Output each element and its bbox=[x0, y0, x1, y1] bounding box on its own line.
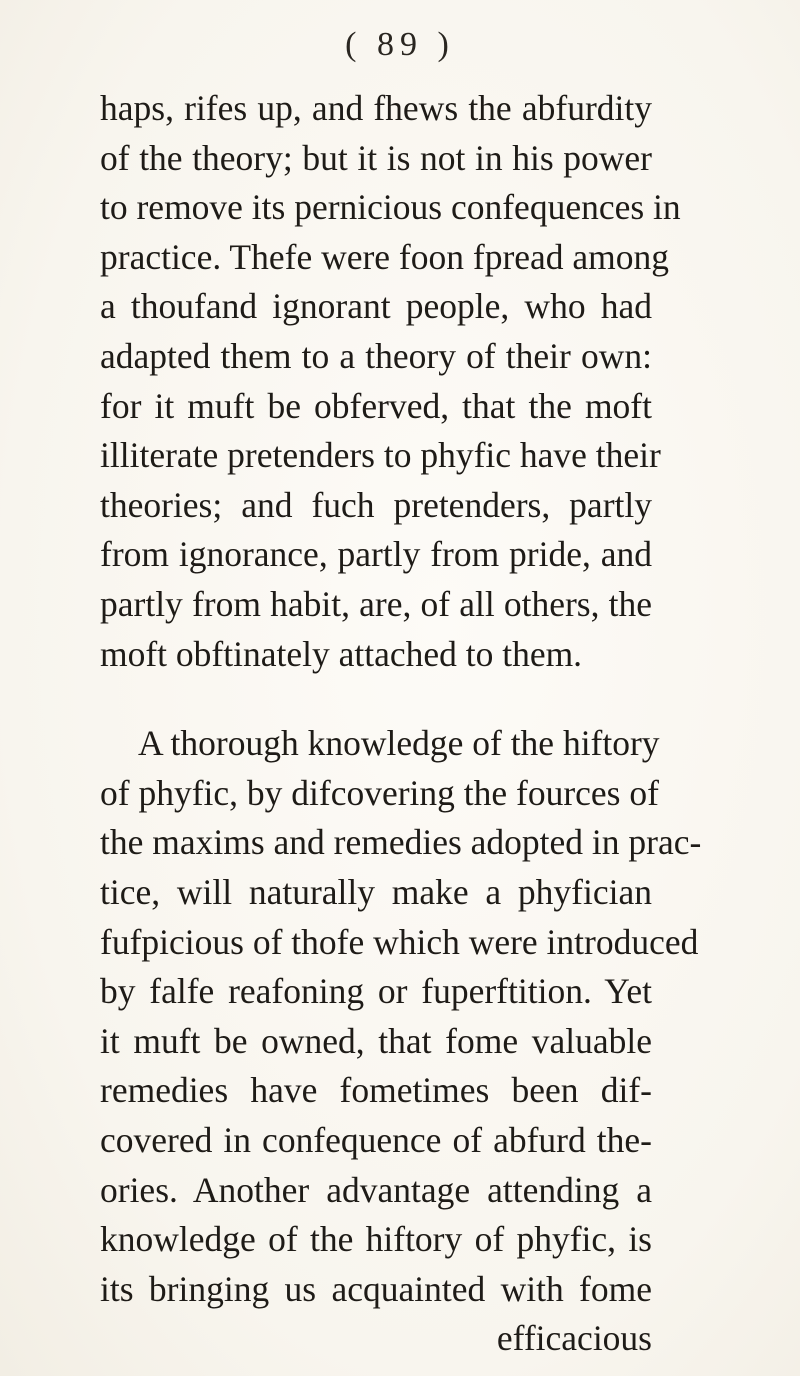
text-line: for it muft be obferved, that the moft bbox=[100, 386, 652, 426]
text-line: by falfe reafoning or fuperftition. Yet bbox=[100, 971, 652, 1011]
text-line: remedies have fometimes been dif- bbox=[100, 1070, 652, 1110]
text-line: covered in confequence of abfurd the- bbox=[100, 1120, 652, 1160]
text-line: of the theory; but it is not in his power bbox=[100, 138, 652, 178]
text-line: tice, will naturally make a phyfician bbox=[100, 872, 652, 912]
text-line: knowledge of the hiftory of phyfic, is bbox=[100, 1219, 652, 1259]
text-line: it muft be owned, that fome valuable bbox=[100, 1021, 652, 1061]
text-line: adapted them to a theory of their own: bbox=[100, 336, 652, 376]
text-line: its bringing us acquainted with fome bbox=[100, 1269, 652, 1309]
catchword: efficacious bbox=[496, 1318, 652, 1358]
text-line: theories; and fuch pretenders, partly bbox=[100, 485, 652, 525]
text-line: A thorough knowledge of the hiftory bbox=[138, 723, 660, 763]
text-line: illiterate pretenders to phyfic have their bbox=[100, 435, 661, 475]
text-line: partly from habit, are, of all others, the bbox=[100, 584, 652, 624]
text-line: a thoufand ignorant people, who had bbox=[100, 286, 652, 326]
text-line: of phyfic, by difcovering the fources of bbox=[100, 773, 659, 813]
text-line: moft obftinately attached to them. bbox=[100, 634, 583, 674]
text-line: fufpicious of thofe which were introduced bbox=[100, 922, 699, 962]
text-line: ories. Another advantage attending a bbox=[100, 1170, 652, 1210]
text-line: haps, rifes up, and fhews the abfurdity bbox=[100, 88, 652, 128]
text-line: from ignorance, partly from pride, and bbox=[100, 534, 652, 574]
page-number: ( 89 ) bbox=[345, 26, 455, 63]
text-line: practice. Thefe were foon fpread among bbox=[100, 237, 670, 277]
text-line: the maxims and remedies adopted in prac- bbox=[100, 822, 702, 862]
text-line: to remove its pernicious confequences in bbox=[100, 187, 681, 227]
